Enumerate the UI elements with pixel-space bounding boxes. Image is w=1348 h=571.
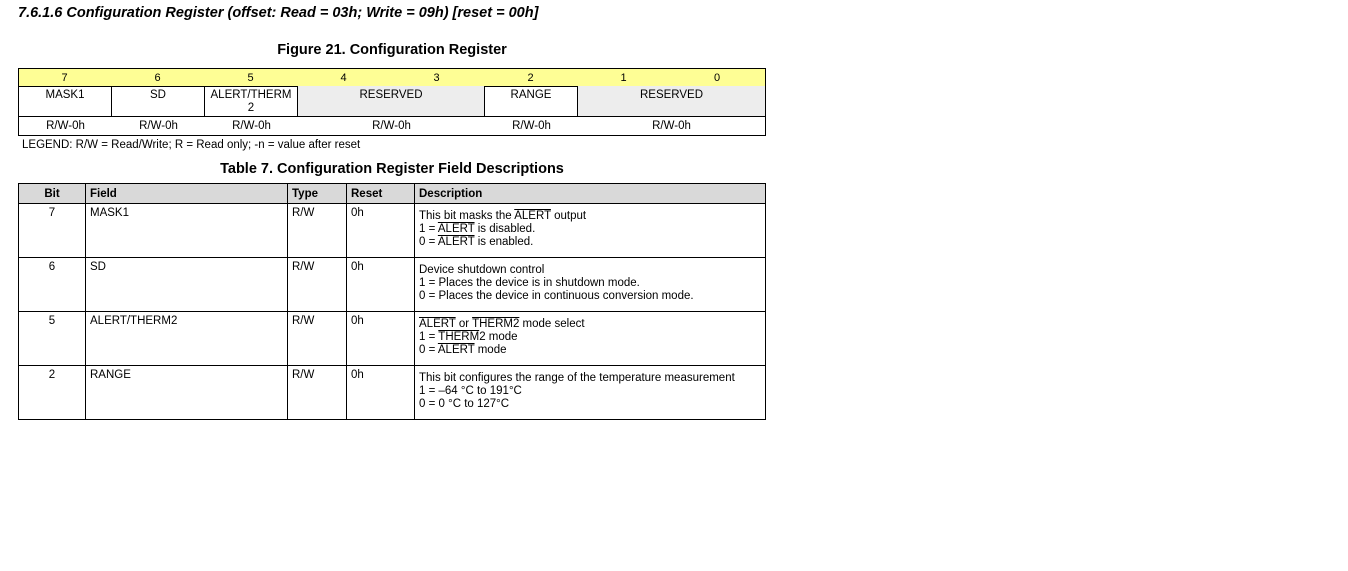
description-text: 1 = <box>419 223 438 235</box>
description-text: 1 = <box>419 331 439 343</box>
cell-reset: 0h <box>347 366 415 420</box>
access-type: R/W-0h <box>139 120 178 132</box>
column-header-reset: Reset <box>347 184 415 204</box>
register-field-reserved: RESERVED <box>578 86 765 116</box>
column-header-description: Description <box>415 184 766 204</box>
description-line <box>419 344 761 357</box>
cell-bit: 6 <box>19 258 86 312</box>
description-line <box>419 264 761 277</box>
description-line <box>419 210 761 223</box>
cell-type: R/W <box>288 366 347 420</box>
description-line <box>419 236 761 249</box>
cell-description <box>415 204 766 258</box>
cell-type: R/W <box>288 258 347 312</box>
description-line <box>419 223 761 236</box>
table-row <box>19 204 766 258</box>
description-text: 0 = <box>419 236 438 248</box>
bit-number: 0 <box>713 72 721 84</box>
description-text: Device shutdown control <box>419 264 545 276</box>
figure-title: Figure 21. Configuration Register <box>277 42 507 58</box>
description-text: 2 mode <box>479 331 518 343</box>
cell-field: MASK1 <box>86 204 288 258</box>
access-type: R/W-0h <box>372 120 411 132</box>
table-header-row <box>19 184 766 204</box>
cell-bit: 5 <box>19 312 86 366</box>
register-legend: LEGEND: R/W = Read/Write; R = Read only; -n = value after reset <box>22 139 361 151</box>
active-low-signal: ALERT <box>437 344 475 356</box>
bit-number: 4 <box>340 72 347 84</box>
description-text: 1 = –64 °C to 191°C <box>419 385 522 397</box>
register-field: SD <box>112 86 205 116</box>
description-line <box>419 398 761 411</box>
register-field: MASK1 <box>19 86 112 116</box>
register-field: RANGE <box>485 86 578 116</box>
column-header-field: Field <box>86 184 288 204</box>
access-type: R/W-0h <box>232 120 271 132</box>
description-text: 1 = Places the device is in shutdown mode. <box>419 277 640 289</box>
cell-type: R/W <box>288 204 347 258</box>
bit-number: 5 <box>247 72 254 84</box>
description-line <box>419 318 761 331</box>
access-type: R/W-0h <box>512 120 551 132</box>
table-row <box>19 366 766 420</box>
cell-reset: 0h <box>347 258 415 312</box>
active-low-signal: THERM2 <box>472 318 520 330</box>
table-body <box>19 204 766 420</box>
section-heading: 7.6.1.6 Configuration Register (offset: Read = 03h; Write = 09h) [reset = 00h] <box>18 5 539 21</box>
description-line <box>419 385 761 398</box>
bit-number: 7 <box>61 72 68 84</box>
active-low-signal: ALERT <box>419 318 456 330</box>
table-title: Table 7. Configuration Register Field Descriptions <box>220 161 564 177</box>
active-low-signal: ALERT <box>437 236 475 248</box>
description-line <box>419 290 761 303</box>
description-line <box>419 372 761 385</box>
register-field: ALERT/THERM 2 <box>205 86 298 116</box>
table-row <box>19 312 766 366</box>
field-name-row <box>18 86 766 117</box>
cell-field: ALERT/THERM2 <box>86 312 288 366</box>
table-row <box>19 258 766 312</box>
bit-number: 1 <box>620 72 627 84</box>
field-description-table <box>18 183 766 420</box>
description-text: This bit configures the range of the temperature measurement <box>419 372 735 384</box>
cell-description <box>415 312 766 366</box>
description-text: is enabled. <box>474 236 534 248</box>
cell-description <box>415 258 766 312</box>
cell-bit: 7 <box>19 204 86 258</box>
cell-bit: 2 <box>19 366 86 420</box>
column-header-bit: Bit <box>19 184 86 204</box>
cell-field: RANGE <box>86 366 288 420</box>
description-text: This bit masks the <box>419 210 515 222</box>
access-type: R/W-0h <box>46 120 85 132</box>
description-text: 0 = 0 °C to 127°C <box>419 398 510 410</box>
cell-reset: 0h <box>347 312 415 366</box>
description-line <box>419 277 761 290</box>
register-diagram <box>18 68 766 136</box>
bit-number: 3 <box>433 72 440 84</box>
access-type: R/W-0h <box>652 120 691 132</box>
bit-number: 2 <box>527 72 534 84</box>
description-text: output <box>550 210 587 222</box>
description-text: is disabled. <box>474 223 536 235</box>
description-line <box>419 331 761 344</box>
access-row <box>18 117 766 136</box>
register-field-reserved: RESERVED <box>298 86 485 116</box>
cell-reset: 0h <box>347 204 415 258</box>
column-header-type: Type <box>288 184 347 204</box>
bit-number: 6 <box>154 72 161 84</box>
description-text: or <box>455 318 473 330</box>
cell-description <box>415 366 766 420</box>
cell-field: SD <box>86 258 288 312</box>
active-low-signal: ALERT <box>514 210 551 222</box>
cell-type: R/W <box>288 312 347 366</box>
active-low-signal: THERM <box>438 331 480 343</box>
description-text: 0 = Places the device in continuous conversion mode. <box>419 290 694 302</box>
active-low-signal: ALERT <box>437 223 475 235</box>
description-text: 0 = <box>419 344 438 356</box>
description-text: mode <box>474 344 507 356</box>
description-text: mode select <box>519 318 585 330</box>
